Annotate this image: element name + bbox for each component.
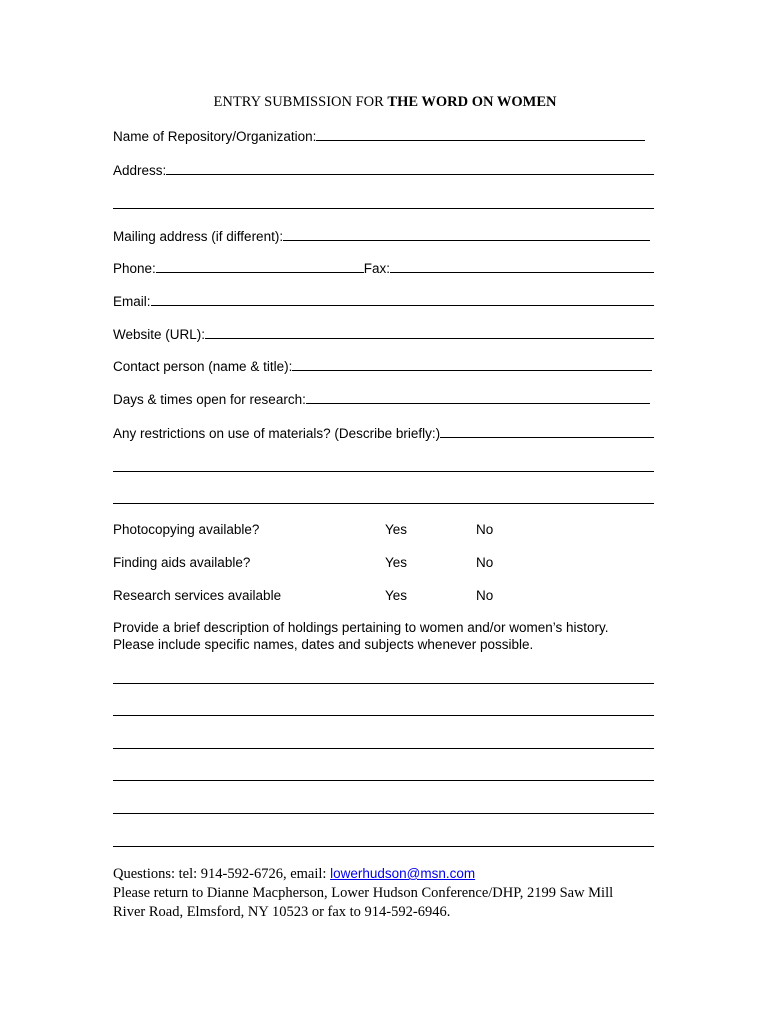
- address-label: Address:: [113, 163, 167, 178]
- contact-label: Contact person (name & title):: [113, 359, 293, 374]
- photocopying-question: Photocopying available?: [113, 522, 260, 537]
- photocopying-no[interactable]: No: [476, 522, 494, 537]
- restrictions-blank-3[interactable]: [113, 503, 654, 504]
- footer-return-line-1: Please return to Dianne Macpherson, Lower Hudson Conference/DHP, 2199 Saw Mill: [113, 885, 614, 901]
- fax-blank[interactable]: [390, 259, 654, 273]
- footer-questions: [113, 864, 673, 884]
- phone-label: Phone:: [113, 261, 156, 276]
- restrictions-blank-2[interactable]: [113, 471, 654, 472]
- fax-label: Fax:: [363, 261, 391, 276]
- finding-aids-question: Finding aids available?: [113, 555, 251, 570]
- finding-aids-no[interactable]: No: [476, 555, 494, 570]
- website-label: Website (URL):: [113, 327, 206, 342]
- title-bold: THE WORD ON WOMEN: [387, 94, 557, 110]
- address-blank-2[interactable]: [113, 208, 654, 209]
- days-field[interactable]: [113, 390, 650, 410]
- footer-contact: [113, 864, 673, 922]
- description-blank-2[interactable]: [113, 715, 654, 716]
- address-field[interactable]: [113, 161, 654, 181]
- description-blank-3[interactable]: [113, 748, 654, 749]
- description-instructions: [113, 619, 654, 653]
- research-services-row: [113, 586, 654, 606]
- finding-aids-row: [113, 553, 654, 573]
- phone-fax-field[interactable]: [113, 259, 654, 279]
- finding-aids-yes[interactable]: Yes: [385, 555, 408, 570]
- mailing-blank[interactable]: [283, 227, 650, 241]
- days-blank[interactable]: [306, 390, 650, 404]
- phone-blank[interactable]: [156, 259, 364, 273]
- repository-blank[interactable]: [316, 127, 645, 141]
- days-label: Days & times open for research:: [113, 392, 306, 407]
- description-blank-6[interactable]: [113, 846, 654, 847]
- footer-questions-text: Questions: tel: 914-592-6726, email:: [113, 866, 331, 882]
- website-field[interactable]: [113, 325, 654, 345]
- photocopying-row: [113, 520, 654, 540]
- description-blank-1[interactable]: [113, 683, 654, 684]
- footer-email-link[interactable]: lowerhudson@msn.com: [330, 866, 476, 881]
- repository-field[interactable]: [113, 127, 645, 147]
- repository-label: Name of Repository/Organization:: [113, 129, 317, 144]
- restrictions-blank[interactable]: [440, 424, 654, 438]
- form-title: [0, 94, 770, 111]
- mailing-label: Mailing address (if different):: [113, 229, 284, 244]
- email-blank[interactable]: [151, 292, 654, 306]
- restrictions-label: Any restrictions on use of materials? (Describe briefly:): [113, 426, 441, 441]
- description-line-2: Please include specific names, dates and subjects whenever possible.: [113, 637, 534, 652]
- description-blank-4[interactable]: [113, 780, 654, 781]
- contact-blank[interactable]: [292, 357, 652, 371]
- description-blank-5[interactable]: [113, 813, 654, 814]
- email-label: Email:: [113, 294, 151, 309]
- mailing-field[interactable]: [113, 227, 650, 247]
- website-blank[interactable]: [205, 325, 654, 339]
- title-prefix: ENTRY SUBMISSION FOR: [213, 94, 388, 110]
- restrictions-field[interactable]: [113, 424, 654, 444]
- photocopying-yes[interactable]: Yes: [385, 522, 408, 537]
- research-services-yes[interactable]: Yes: [385, 588, 408, 603]
- address-blank[interactable]: [166, 161, 654, 175]
- email-field[interactable]: [113, 292, 654, 312]
- research-services-question: Research services available: [113, 588, 282, 603]
- contact-field[interactable]: [113, 357, 652, 377]
- description-line-1: Provide a brief description of holdings pertaining to women and/or women’s history.: [113, 620, 609, 635]
- research-services-no[interactable]: No: [476, 588, 494, 603]
- footer-return-line-2: River Road, Elmsford, NY 10523 or fax to 914-592-6946.: [113, 904, 451, 920]
